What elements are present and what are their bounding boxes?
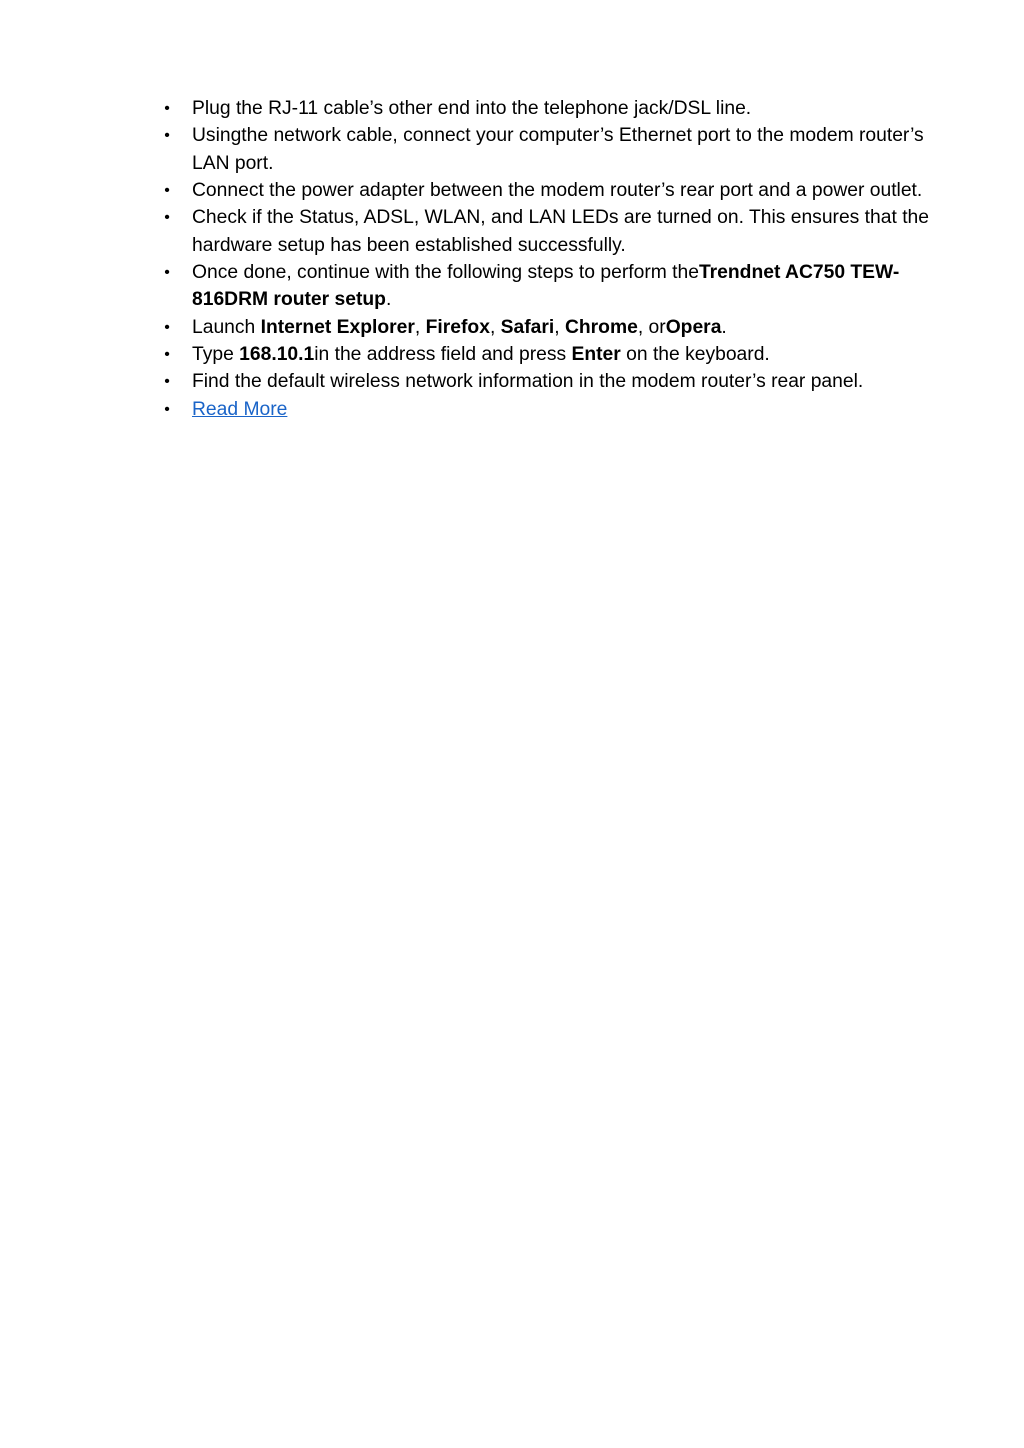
read-more-link[interactable]: Read More: [192, 398, 288, 420]
list-item-text: [192, 98, 751, 119]
list-item-text: [192, 317, 727, 338]
text-segment: ,: [414, 316, 426, 338]
text-segment: ,: [489, 316, 501, 338]
list-item: [160, 314, 930, 341]
bold-text-segment: Internet Explorer: [260, 316, 415, 338]
list-item-text: [192, 262, 899, 310]
bullet-marker: •: [164, 127, 170, 145]
list-item: [160, 341, 930, 368]
bold-text-segment: Trendnet AC750 TEW-816DRM router setup: [192, 261, 900, 311]
list-item: [160, 122, 930, 176]
bold-text-segment: 168.10.1: [239, 343, 315, 365]
text-segment: Plug the RJ-11 cable’s other end into the telephone jack/DSL line.: [192, 98, 752, 119]
list-item-text: [192, 180, 922, 201]
bold-text-segment: Enter: [571, 343, 621, 365]
text-segment: Connect the power adapter between the modem router’s rear port and a power outlet.: [192, 179, 923, 201]
bold-text-segment: Firefox: [425, 316, 490, 338]
bold-text-segment: Safari: [500, 316, 555, 338]
bullet-marker: •: [164, 345, 170, 363]
list-item-text: [192, 371, 863, 392]
bullet-marker: •: [164, 318, 170, 336]
text-segment: on the keyboard.: [620, 343, 770, 365]
bullet-marker: •: [164, 100, 170, 117]
text-segment: Once done, continue with the following steps to perform the: [192, 261, 699, 283]
list-item: [160, 204, 930, 258]
bullet-list: [160, 95, 930, 423]
bold-text-segment: Chrome: [564, 316, 638, 338]
list-item-read-more: [160, 396, 930, 423]
bullet-marker: •: [164, 209, 170, 227]
bullet-marker: •: [164, 373, 170, 391]
bullet-marker: •: [164, 400, 170, 418]
list-item: [160, 368, 930, 395]
bold-text-segment: Opera: [665, 316, 722, 338]
text-segment: Find the default wireless network information in the modem router’s rear panel.: [192, 371, 864, 393]
text-segment: ,: [554, 316, 565, 338]
list-item-text: [192, 207, 929, 255]
bullet-marker: •: [164, 181, 170, 199]
text-segment: , or: [637, 316, 666, 338]
text-segment: in the address field and press: [314, 343, 572, 365]
text-segment: Launch: [192, 316, 261, 338]
bullet-marker: •: [164, 263, 170, 281]
text-segment: .: [385, 289, 392, 311]
list-item-text: [192, 125, 924, 173]
text-segment: Type: [192, 343, 240, 365]
text-segment: Check if the Status, ADSL, WLAN, and LAN LEDs are turned on. This ensures that the hardware setup has been established successfully.: [192, 207, 929, 256]
list-item: [160, 177, 930, 204]
text-segment: .: [721, 316, 727, 338]
list-item: [160, 259, 930, 313]
list-item: [160, 95, 930, 122]
text-segment: Usingthe network cable, connect your computer’s Ethernet port to the modem router’s LAN port.: [192, 125, 924, 174]
list-item-text: [192, 344, 770, 365]
